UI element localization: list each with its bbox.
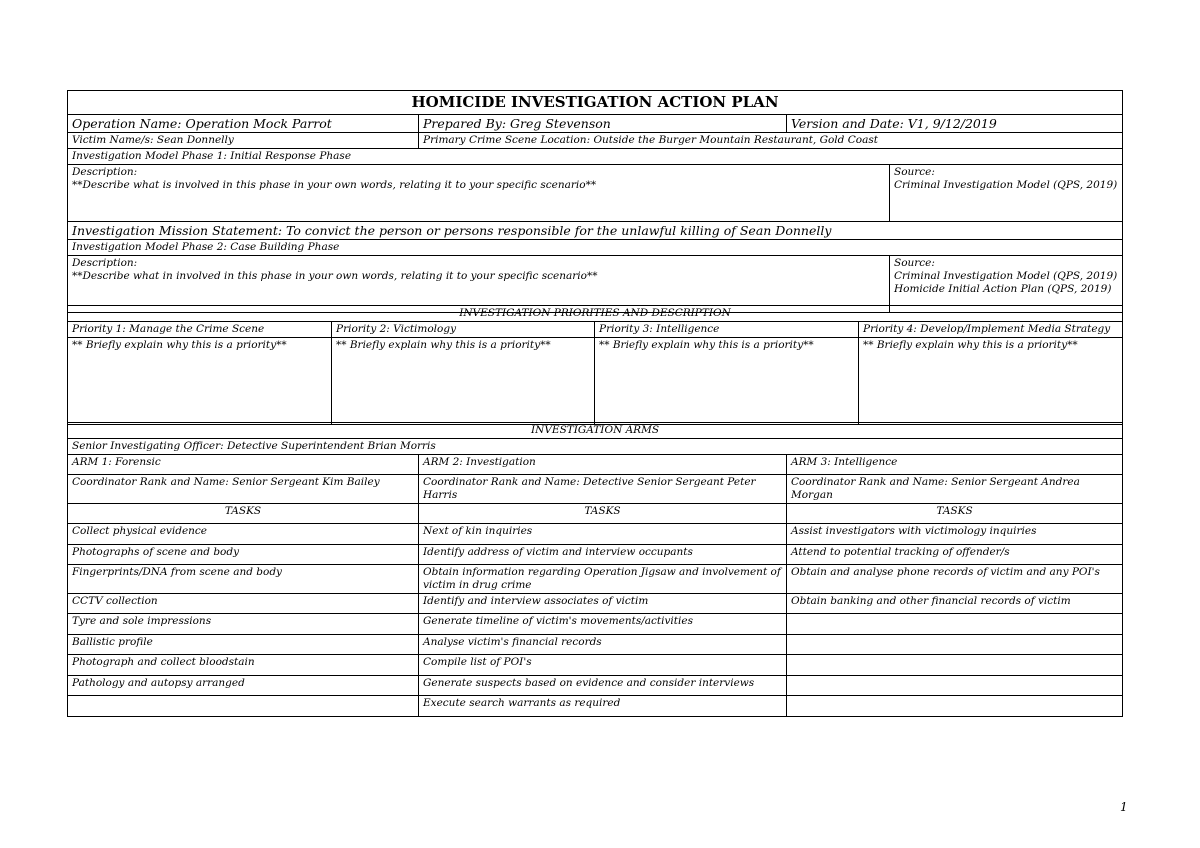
victim-name: Victim Name/s: Sean Donnelly [68,133,419,149]
page-number: 1 [1120,800,1128,814]
phase2-source-item: Homicide Initial Action Plan (QPS, 2019) [894,283,1112,295]
priority-description: ** Briefly explain why this is a priority** [68,338,332,425]
task-cell: Obtain information regarding Operation Jigsaw and involvement of victim in drug crime [419,565,787,594]
task-cell: Obtain banking and other financial records of victim [787,594,1123,614]
prepared-by: Prepared By: Greg Stevenson [419,115,787,133]
task-cell: Photograph and collect bloodstain [68,655,419,676]
phase1-source-label: Source: [894,166,935,178]
arm-coordinator: Coordinator Rank and Name: Senior Sergeant Andrea Morgan [787,475,1123,504]
phase2-source-label: Source: [894,257,935,269]
phase1-description-text: **Describe what is involved in this phase in your own words, relating it to your specific scenario** [72,179,597,191]
task-cell: Generate suspects based on evidence and consider interviews [419,676,787,696]
crime-scene-location: Primary Crime Scene Location: Outside the Burger Mountain Restaurant, Gold Coast [419,133,1123,149]
task-cell: Generate timeline of victim's movements/activities [419,614,787,635]
task-cell: Tyre and sole impressions [68,614,419,635]
senior-investigating-officer: Senior Investigating Officer: Detective Superintendent Brian Morris [68,439,1123,455]
arm-name: ARM 2: Investigation [419,455,787,475]
task-cell [787,676,1123,696]
task-cell [787,696,1123,717]
priority-description: ** Briefly explain why this is a priority** [332,338,595,425]
phase1-title: Investigation Model Phase 1: Initial Response Phase [68,149,1123,165]
priority-description: ** Briefly explain why this is a priority** [595,338,859,425]
task-cell: Collect physical evidence [68,524,419,545]
task-cell: Identify and interview associates of victim [419,594,787,614]
priorities-heading: INVESTIGATION PRIORITIES AND DESCRIPTION [68,306,1123,322]
phase2-description-label: Description: [72,257,138,269]
phase2-title: Investigation Model Phase 2: Case Building Phase [68,240,1123,256]
operation-name: Operation Name: Operation Mock Parrot [68,115,419,133]
task-cell: Obtain and analyse phone records of victim and any POI's [787,565,1123,594]
phase1-source [890,165,1123,222]
task-cell: Attend to potential tracking of offender/s [787,545,1123,565]
task-cell [787,655,1123,676]
phase2-source [890,256,1123,313]
phase1-source-item: Criminal Investigation Model (QPS, 2019) [894,179,1118,191]
task-cell: CCTV collection [68,594,419,614]
arm-name: ARM 1: Forensic [68,455,419,475]
phase1-description-label: Description: [72,166,138,178]
task-cell [787,614,1123,635]
task-cell: Execute search warrants as required [419,696,787,717]
arms-table [67,422,1123,717]
task-cell: Assist investigators with victimology inquiries [787,524,1123,545]
priority-title: Priority 4: Develop/Implement Media Strategy [859,322,1123,338]
task-cell [787,635,1123,655]
task-cell: Analyse victim's financial records [419,635,787,655]
phase2-description-text: **Describe what in involved in this phase in your own words, relating it to your specific scenario** [72,270,598,282]
arms-heading: INVESTIGATION ARMS [68,423,1123,439]
priority-description: ** Briefly explain why this is a priority** [859,338,1123,425]
task-cell: Next of kin inquiries [419,524,787,545]
document-title: HOMICIDE INVESTIGATION ACTION PLAN [68,91,1123,115]
priority-title: Priority 3: Intelligence [595,322,859,338]
arm-coordinator: Coordinator Rank and Name: Detective Senior Sergeant Peter Harris [419,475,787,504]
phase2-source-item: Criminal Investigation Model (QPS, 2019) [894,270,1118,282]
tasks-label: TASKS [68,504,419,524]
mission-statement: Investigation Mission Statement: To convict the person or persons responsible for the unlawful killing of Sean Donnelly [68,222,1123,240]
task-cell: Photographs of scene and body [68,545,419,565]
phase2-description [68,256,890,313]
arm-name: ARM 3: Intelligence [787,455,1123,475]
task-cell: Compile list of POI's [419,655,787,676]
phase1-description [68,165,890,222]
task-cell: Fingerprints/DNA from scene and body [68,565,419,594]
task-cell: Identify address of victim and interview occupants [419,545,787,565]
header-table [67,90,1123,313]
task-cell [68,696,419,717]
version-date: Version and Date: V1, 9/12/2019 [787,115,1123,133]
task-cell: Pathology and autopsy arranged [68,676,419,696]
priority-title: Priority 1: Manage the Crime Scene [68,322,332,338]
arm-coordinator: Coordinator Rank and Name: Senior Sergeant Kim Bailey [68,475,419,504]
task-cell: Ballistic profile [68,635,419,655]
tasks-label: TASKS [419,504,787,524]
priorities-table [67,305,1123,425]
tasks-label: TASKS [787,504,1123,524]
priority-title: Priority 2: Victimology [332,322,595,338]
